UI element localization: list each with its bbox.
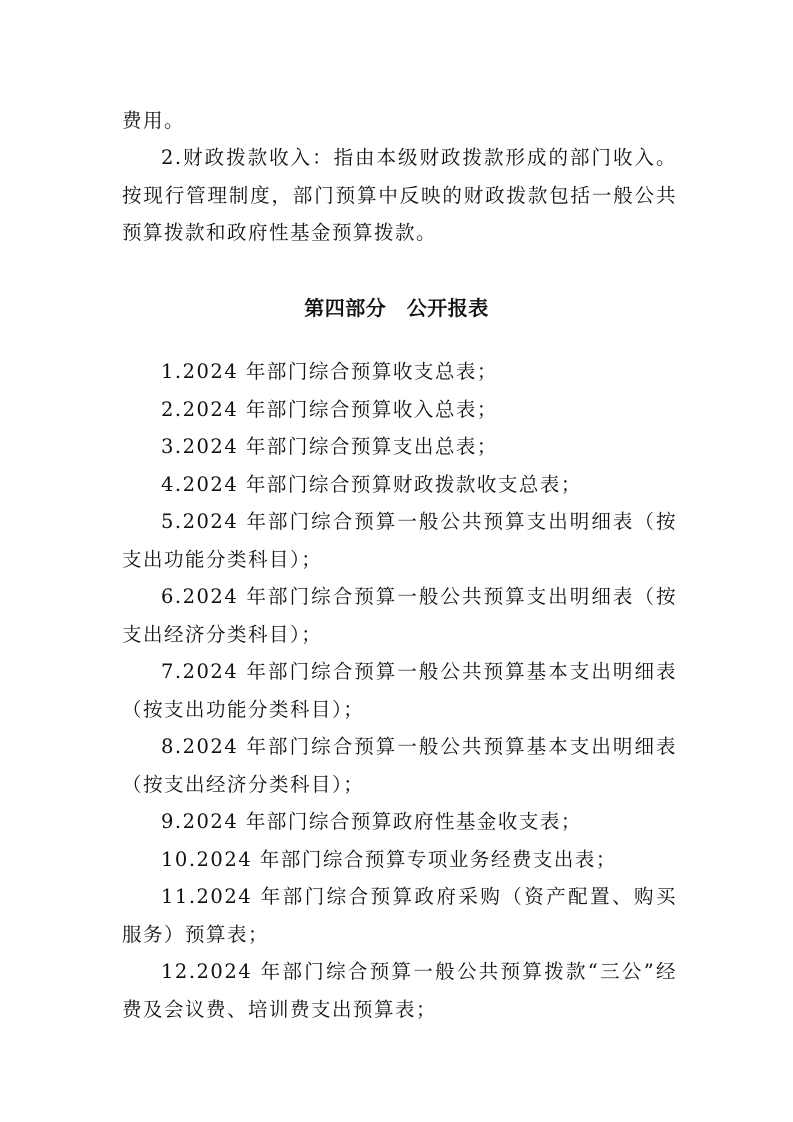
list-item: 4.2024 年部门综合预算财政拨款收支总表； bbox=[161, 472, 582, 496]
list-item: 9.2024 年部门综合预算政府性基金收支表； bbox=[161, 810, 582, 833]
list-item: 2.2024 年部门综合预算收入总表； bbox=[161, 397, 498, 421]
paragraph-text: 2.财政拨款收入：指由本级财政拨款形成的部门收入。按现行管理制度，部门预算中反映的财政拨款包括一般公共预算拨款和政府性基金预算拨款。 bbox=[122, 146, 677, 244]
list-item: 7.2024 年部门综合预算一般公共预算基本支出明细表（按支出功能分类科目）； bbox=[122, 660, 677, 721]
paragraph-continuation: 费用。 bbox=[122, 109, 186, 132]
list-item: 10.2024 年部门综合预算专项业务经费支出表； bbox=[161, 847, 617, 871]
list-item: 12.2024 年部门综合预算一般公共预算拨款“三公”经费及会议费、培训费支出预算表； bbox=[122, 960, 677, 1021]
list-item: 1.2024 年部门综合预算收支总表； bbox=[161, 360, 498, 383]
list-item: 5.2024 年部门综合预算一般公共预算支出明细表（按支出功能分类科目）； bbox=[122, 510, 677, 571]
paragraph-fiscal-appropriation bbox=[122, 139, 677, 252]
list-item: 8.2024 年部门综合预算一般公共预算基本支出明细表（按支出经济分类科目）； bbox=[122, 735, 677, 796]
report-list bbox=[122, 353, 677, 1028]
list-item: 11.2024 年部门综合预算政府采购（资产配置、购买服务）预算表； bbox=[122, 885, 677, 946]
section-heading: 第四部分 公开报表 bbox=[304, 296, 489, 320]
list-item: 6.2024 年部门综合预算一般公共预算支出明细表（按支出经济分类科目）； bbox=[122, 585, 677, 646]
list-item: 3.2024 年部门综合预算支出总表； bbox=[161, 435, 498, 458]
